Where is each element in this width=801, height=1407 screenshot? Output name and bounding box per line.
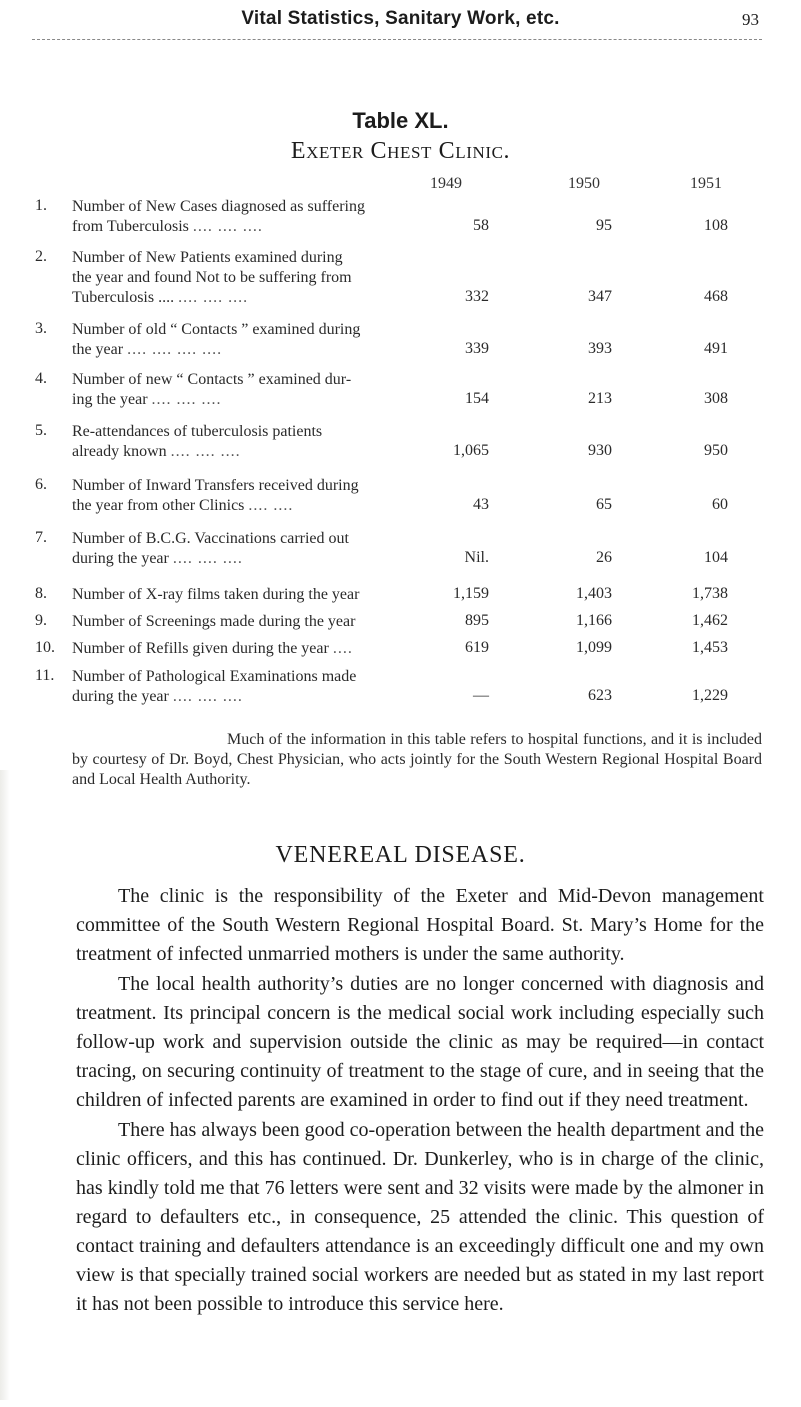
running-head (0, 8, 801, 34)
row-number: 10. (35, 639, 55, 656)
value-1951: 468 (704, 288, 728, 305)
row-number: 4. (35, 370, 47, 387)
row-description: Number of X-ray films taken during the year (72, 586, 360, 603)
value-1949: 154 (465, 390, 489, 407)
value-1951: 60 (712, 496, 728, 513)
header-rule (32, 39, 762, 40)
value-1949: 619 (465, 639, 489, 656)
year-header-1949: 1949 (430, 175, 462, 192)
value-1951: 1,738 (692, 585, 728, 602)
row-description: Number of old “ Contacts ” examined during the year .... .... .... .... (72, 321, 361, 358)
row-number: 11. (35, 667, 55, 684)
value-1950: 213 (588, 390, 612, 407)
value-1949: Nil. (464, 549, 489, 566)
row-number: 1. (35, 197, 47, 214)
value-1951: 1,229 (692, 687, 728, 704)
paragraph-2: The local health authority’s duties are no longer concerned with diagnosis and treatment. Its principal concern is the medical social work including especially such follow-up work and supervision outside the clinic as may be required—in contact tracing, on securing continuity of treatment to the stage of cure, and in seeing that the children of infected parents are examined in order to find out if they need treatment. (76, 973, 764, 1111)
table-note (72, 730, 762, 790)
row-number: 5. (35, 422, 47, 439)
value-1950: 393 (588, 340, 612, 357)
value-1950: 623 (588, 687, 612, 704)
value-1950: 1,099 (576, 639, 612, 656)
value-1951: 308 (704, 390, 728, 407)
value-1950: 1,403 (576, 585, 612, 602)
value-1949: 339 (465, 340, 489, 357)
row-description: Number of New Cases diagnosed as suffering from Tuberculosis .... .... .... (72, 198, 365, 235)
row-number: 2. (35, 248, 47, 265)
value-1951: 104 (704, 549, 728, 566)
row-number: 8. (35, 585, 47, 602)
paragraph-3: There has always been good co-operation between the health department and the clinic officers, and this has continued. Dr. Dunkerley, who is in charge of the clinic, has kindly told me that 76 letters were sent and 32 visits were made by the almoner in regard to defaulters etc., in consequence, 25 attended the clinic. This question of contact training and defaulters attendance is an exceedingly difficult one and my own view is that specially trained social workers are needed but as stated in my last report it has not been possible to introduce this service here. (76, 1119, 764, 1315)
value-1950: 65 (596, 496, 612, 513)
value-1950: 1,166 (576, 612, 612, 629)
value-1950: 26 (596, 549, 612, 566)
value-1949: 1,065 (453, 442, 489, 459)
value-1950: 347 (588, 288, 612, 305)
row-number: 9. (35, 612, 47, 629)
value-1951: 1,453 (692, 639, 728, 656)
row-number: 6. (35, 476, 47, 493)
row-number: 3. (35, 320, 47, 337)
value-1951: 491 (704, 340, 728, 357)
value-1951: 108 (704, 217, 728, 234)
value-1951: 950 (704, 442, 728, 459)
value-1949: 895 (465, 612, 489, 629)
row-number: 7. (35, 529, 47, 546)
value-1949: — (473, 687, 489, 704)
value-1949: 43 (473, 496, 489, 513)
row-description: Number of New Patients examined during the year and found Not to be suffering from Tuberculosis .... .... .... .... (72, 249, 352, 306)
row-description: Re-attendances of tuberculosis patients already known .... .... .... (72, 423, 323, 460)
value-1949: 332 (465, 288, 489, 305)
row-description: Number of new “ Contacts ” examined dur- ing the year .... .... .... (72, 371, 352, 408)
table-subtitle: Exeter Chest Clinic. (290, 138, 511, 164)
row-description: Number of Pathological Examinations made during the year .... .... .... (72, 668, 357, 705)
value-1950: 95 (596, 217, 612, 234)
page-number: 93 (742, 10, 759, 29)
value-1949: 1,159 (453, 585, 489, 602)
row-description: Number of B.C.G. Vaccinations carried out during the year .... .... .... (72, 530, 349, 567)
row-description: Number of Inward Transfers received during the year from other Clinics .... .... (72, 477, 359, 514)
table-note-text: Much of the information in this table refers to hospital functions, and it is included by courtesy of Dr. Boyd, Chest Physician, who acts jointly for the South Western Regional Hospital Board and Local Health Authority. (72, 731, 762, 788)
section-heading: VENEREAL DISEASE. (275, 842, 526, 868)
value-1949: 58 (473, 217, 489, 234)
value-1950: 930 (588, 442, 612, 459)
row-description: Number of Screenings made during the year (72, 613, 356, 630)
binding-shadow (0, 770, 10, 1400)
year-header-1950: 1950 (568, 175, 600, 192)
table-title: Table XL. (352, 108, 449, 133)
paragraph-1: The clinic is the responsibility of the Exeter and Mid-Devon management committee of the South Western Regional Hospital Board. St. Mary’s Home for the treatment of infected unmarried mothers is under the same authority. (76, 885, 764, 965)
value-1951: 1,462 (692, 612, 728, 629)
running-title: Vital Statistics, Sanitary Work, etc. (241, 8, 560, 29)
row-description: Number of Refills given during the year .... (72, 640, 353, 657)
year-header-1951: 1951 (690, 175, 722, 192)
